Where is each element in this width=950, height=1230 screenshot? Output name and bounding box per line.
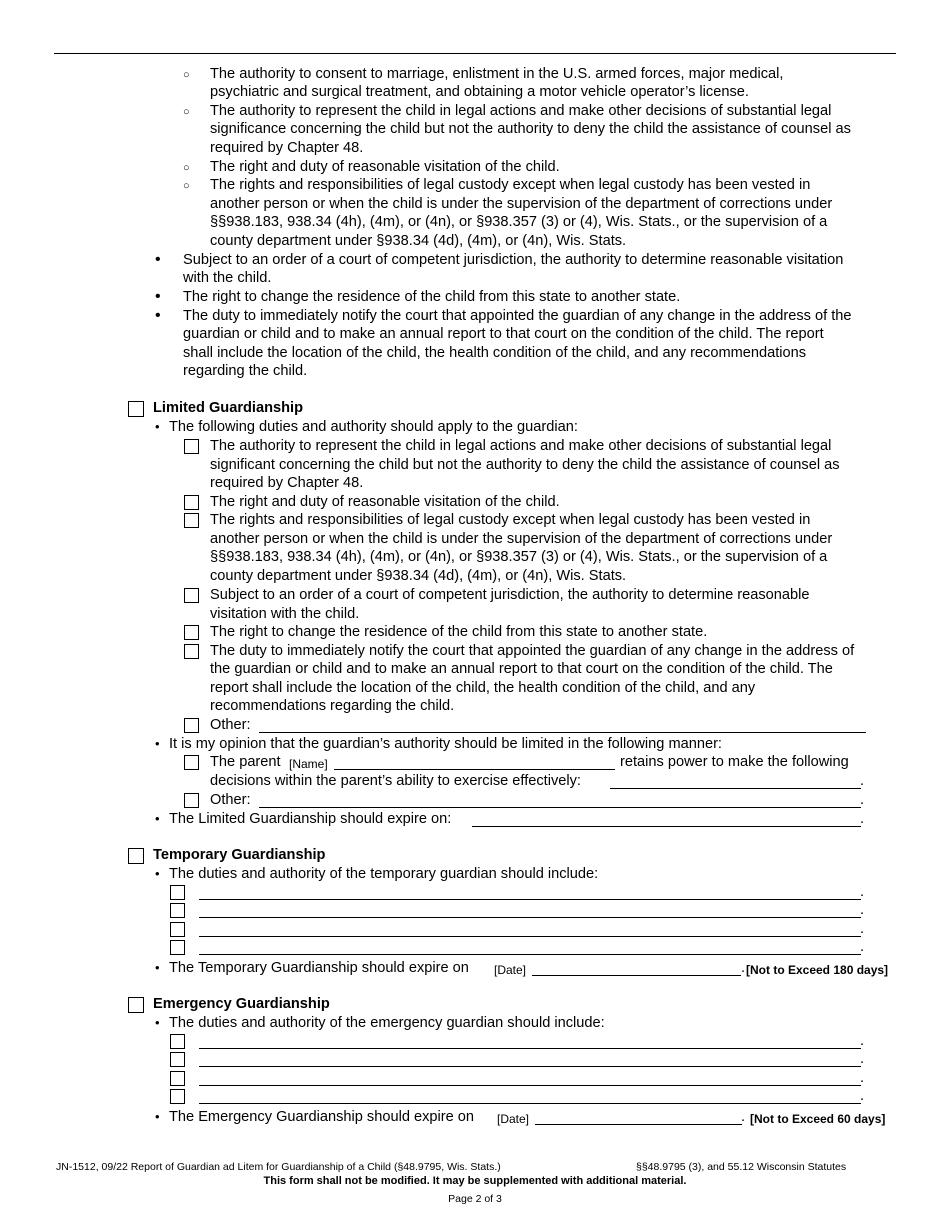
limited-option-checkbox[interactable] [184,439,199,454]
duty-text: shall include the location of the child, the health condition of the child, and any recommendations [183,345,807,361]
temporary-duty-input-line[interactable] [199,899,861,900]
duty-text: with the child. [183,270,272,286]
emergency-duty-input-line[interactable] [199,1066,861,1067]
period: . [741,960,746,976]
section-title: Emergency Guardianship [153,996,330,1012]
period: . [860,902,865,918]
statutes: §§48.9795 (3), and 55.12 Wisconsin Statutes [636,1161,847,1173]
option-text: The duty to immediately notify the court that appointed the guardian of any change in the address of [210,643,855,659]
period: . [860,1033,865,1049]
option-text: The rights and responsibilities of legal custody except when legal custody has been vested in [210,512,811,528]
emergency-duty-checkbox[interactable] [170,1052,185,1067]
period: . [860,884,865,900]
temporary-expire-input-line[interactable] [532,975,741,976]
period: . [860,921,865,937]
other2-input-line[interactable] [259,807,861,808]
temporary-guardianship-checkbox[interactable] [128,848,144,864]
limited-expire-input-line[interactable] [472,826,861,827]
limited-option-checkbox[interactable] [184,495,199,510]
section-intro: The duties and authority of the temporary guardian should include: [169,866,599,882]
period: . [860,1070,865,1086]
decisions-text: decisions within the parent’s ability to exercise effectively: [210,773,581,789]
section-intro: The following duties and authority should apply to the guardian: [169,419,578,435]
duty-text: The right and duty of reasonable visitation of the child. [210,159,560,175]
limited-guardianship-checkbox[interactable] [128,401,144,417]
emergency-guardianship-checkbox[interactable] [128,997,144,1013]
limited-option-checkbox[interactable] [184,625,199,640]
option-text: recommendations regarding the child. [210,698,455,714]
limited-other2-checkbox[interactable] [184,793,199,808]
limited-option-checkbox[interactable] [184,513,199,528]
period: . [860,939,865,955]
duty-text: required by Chapter 48. [210,140,364,156]
duty-text: The rights and responsibilities of legal custody except when legal custody has been vested in [210,177,811,193]
expire-text: The Emergency Guardianship should expire on [169,1109,475,1125]
section-title: Temporary Guardianship [153,847,326,863]
temporary-duty-checkbox[interactable] [170,922,185,937]
bullet: • [155,866,160,881]
limited-option-checkbox[interactable] [184,644,199,659]
period: . [860,773,865,789]
limited-option-checkbox[interactable] [184,588,199,603]
bullet: • [155,419,160,434]
temporary-duty-checkbox[interactable] [170,940,185,955]
emergency-duty-checkbox[interactable] [170,1034,185,1049]
emergency-duty-input-line[interactable] [199,1048,861,1049]
period: . [860,1051,865,1067]
option-text: report shall include the location of the child, the health condition of the child, and any [210,680,756,696]
duty-text: psychiatric and surgical treatment, and obtaining a motor vehicle operator’s license. [210,84,749,100]
option-text: required by Chapter 48. [210,475,364,491]
period: . [860,1088,865,1104]
name-hint: [Name] [289,757,328,771]
other-input-line[interactable] [259,732,866,733]
emergency-duty-checkbox[interactable] [170,1089,185,1104]
expire-text: The Limited Guardianship should expire on: [169,811,452,827]
bullet: • [155,736,160,751]
emergency-duty-input-line[interactable] [199,1085,861,1086]
bullet: • [155,288,161,305]
bullet: • [155,811,160,826]
section-intro: The duties and authority of the emergency guardian should include: [169,1015,605,1031]
emergency-expire-input-line[interactable] [535,1124,742,1125]
option-text: The authority to represent the child in legal actions and make other decisions of substantial legal [210,438,832,454]
duty-text: The authority to represent the child in legal actions and make other decisions of substantial legal [210,103,832,119]
page-number: Page 2 of 3 [448,1193,502,1205]
period: . [741,1109,746,1125]
parent-label: The parent [210,754,281,770]
period: . [860,792,865,808]
sub-bullet: ○ [183,69,190,81]
form-id: JN-1512, 09/22 Report of Guardian ad Litem for Guardianship of a Child (§48.9795, Wis. Stats.) [56,1161,501,1173]
temporary-duty-checkbox[interactable] [170,903,185,918]
opinion-text: It is my opinion that the guardian’s authority should be limited in the following manner: [169,736,722,752]
other-label: Other: [210,792,251,808]
duty-text: another person or when the child is under the supervision of the department of corrections under [210,196,833,212]
duty-text: significance concerning the child but not the authority to deny the child the assistance of counsel as [210,121,851,137]
limited-other-checkbox[interactable] [184,718,199,733]
duty-text: The right to change the residence of the child from this state to another state. [183,289,681,305]
parent-name-input-line[interactable] [334,769,615,770]
section-title: Limited Guardianship [153,400,304,416]
duty-text: §§938.183, 938.34 (4h), (4m), or (4n), or §938.357 (3) or (4), Wis. Stats., or the supervision of a [210,214,828,230]
bullet: • [155,251,161,268]
option-text: visitation with the child. [210,606,360,622]
option-text: The right and duty of reasonable visitation of the child. [210,494,560,510]
duty-text: guardian or child and to make an annual report to that court on the condition of the child. The report [183,326,824,342]
retains-text: retains power to make the following [620,754,849,770]
parent-retains-checkbox[interactable] [184,755,199,770]
bullet: • [155,960,160,975]
emergency-duty-checkbox[interactable] [170,1071,185,1086]
sub-bullet: ○ [183,162,190,174]
temporary-duty-input-line[interactable] [199,954,861,955]
option-text: §§938.183, 938.34 (4h), (4m), or (4n), or §938.357 (3) or (4), Wis. Stats., or the supervision of a [210,549,828,565]
bullet: • [155,1015,160,1030]
date-hint: [Date] [494,963,527,977]
limit-note: [Not to Exceed 180 days] [746,963,889,977]
duty-text: Subject to an order of a court of competent jurisdiction, the authority to determine reasonable visitation [183,252,844,268]
form-notice: This form shall not be modified. It may be supplemented with additional material. [263,1175,687,1187]
duty-text: The authority to consent to marriage, enlistment in the U.S. armed forces, major medical, [210,66,784,82]
option-text: another person or when the child is under the supervision of the department of corrections under [210,531,833,547]
bullet: • [155,1109,160,1124]
period: . [860,811,865,827]
duty-text: regarding the child. [183,363,308,379]
temporary-duty-input-line[interactable] [199,917,861,918]
sub-bullet: ○ [183,180,190,192]
date-hint: [Date] [497,1112,530,1126]
decisions-input-line[interactable] [610,788,861,789]
option-text: Subject to an order of a court of competent jurisdiction, the authority to determine reasonable [210,587,810,603]
option-text: The right to change the residence of the child from this state to another state. [210,624,708,640]
header-rule [54,53,896,54]
sub-bullet: ○ [183,106,190,118]
duty-text: county department under §938.34 (4d), (4m), or (4n), Wis. Stats. [210,233,627,249]
emergency-duty-input-line[interactable] [199,1103,861,1104]
option-text: the guardian or child and to make an annual report to that court on the condition of the child. The [210,661,833,677]
temporary-duty-checkbox[interactable] [170,885,185,900]
bullet: • [155,307,161,324]
limit-note: [Not to Exceed 60 days] [750,1112,886,1126]
option-text: county department under §938.34 (4d), (4m), or (4n), Wis. Stats. [210,568,627,584]
expire-text: The Temporary Guardianship should expire on [169,960,469,976]
other-label: Other: [210,717,251,733]
duty-text: The duty to immediately notify the court that appointed the guardian of any change in the address of the [183,308,852,324]
temporary-duty-input-line[interactable] [199,936,861,937]
option-text: significant concerning the child but not the authority to deny the child the assistance of counsel as [210,457,840,473]
